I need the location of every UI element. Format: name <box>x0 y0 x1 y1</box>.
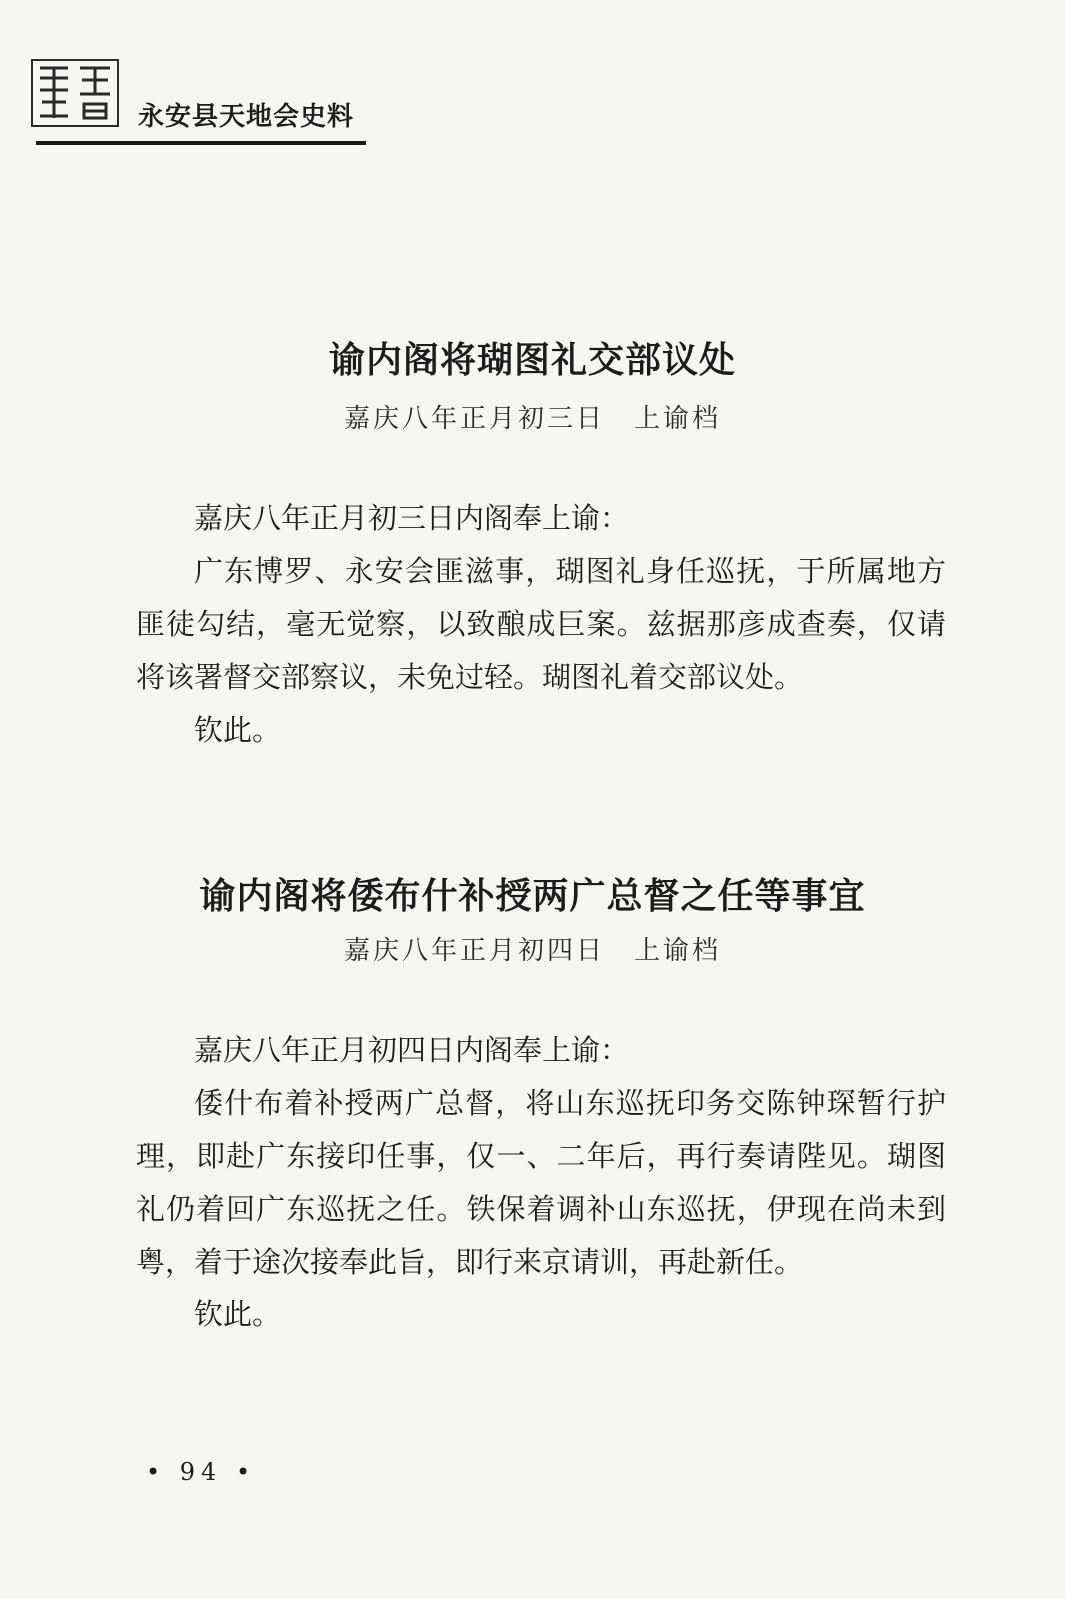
running-title: 永安县天地会史料 <box>138 102 355 132</box>
header-divider <box>36 141 366 145</box>
section-1-body: 广东博罗、永安会匪滋事，瑚图礼身任巡抚，于所属地方匪徒勾结，毫无觉察，以致酿成巨案。兹据那彦成查奏，仅请将该署督交部察议，未免过轻。瑚图礼着交部议处。 <box>136 554 946 694</box>
section-1-subtitle: 嘉庆八年正月初三日 上谕档 <box>343 404 721 434</box>
section-1-closing: 钦此。 <box>194 713 282 747</box>
section-2-subtitle: 嘉庆八年正月初四日 上谕档 <box>343 936 721 966</box>
section-2-title: 谕内阁将倭布什补授两广总督之任等事宜 <box>199 875 866 917</box>
section-2-body: 倭什布着补授两广总督，将山东巡抚印务交陈钟琛暂行护理，即赴广东接印任事，仅一、二年后，再行奏请陛见。瑚图礼仍着回广东巡抚之任。铁保着调补山东巡抚，伊现在尚未到粤，着于途次接奉此旨，即行来京请训，再赴新任。 <box>136 1086 946 1279</box>
section-1-title: 谕内阁将瑚图礼交部议处 <box>328 339 736 381</box>
section-2-closing: 钦此。 <box>194 1297 282 1331</box>
section-2-intro: 嘉庆八年正月初四日内阁奉上谕： <box>194 1033 630 1067</box>
seal-logo-icon <box>30 58 120 128</box>
page-number: • 94 • <box>146 1458 257 1486</box>
section-1-intro: 嘉庆八年正月初三日内阁奉上谕： <box>194 501 630 535</box>
